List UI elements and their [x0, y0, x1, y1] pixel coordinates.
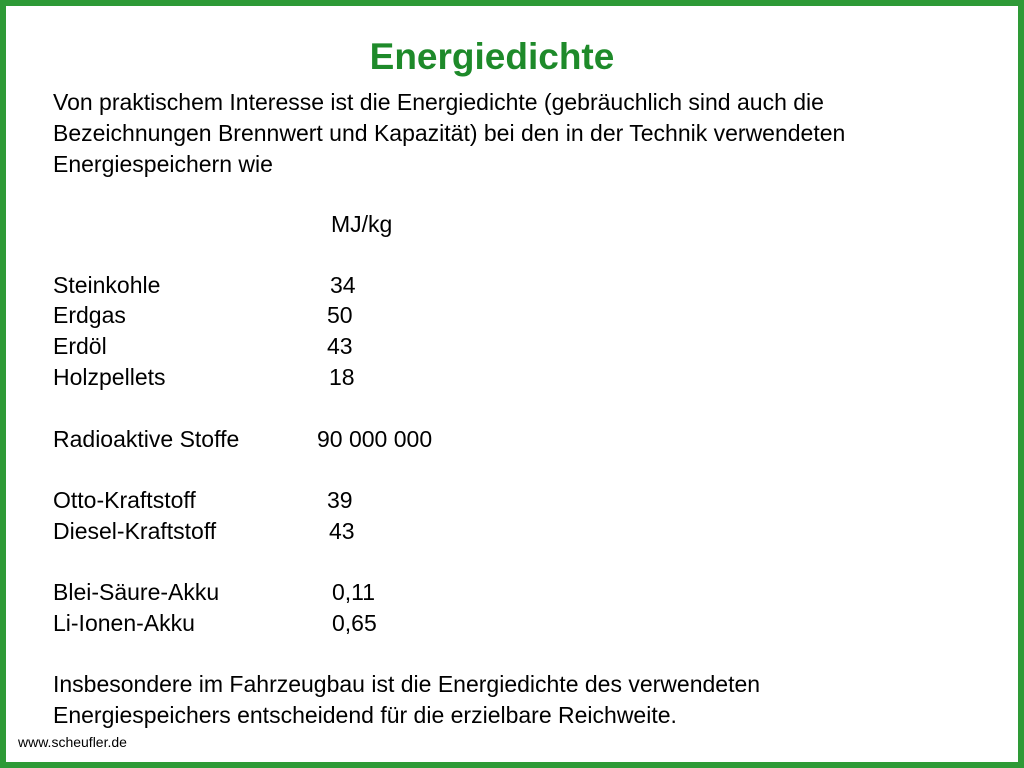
row-value-diesel-kraftstoff: 43: [329, 518, 355, 544]
row-label-diesel-kraftstoff: Diesel-Kraftstoff: [53, 518, 217, 544]
row-label-li-ionen-akku: Li-Ionen-Akku: [53, 610, 195, 636]
row-label-radioaktive-stoffe: Radioaktive Stoffe: [53, 426, 240, 452]
conclusion-line-2: Energiespeichers entscheidend für die erzielbare Reichweite.: [53, 702, 677, 728]
row-label-holzpellets: Holzpellets: [53, 364, 166, 390]
intro-line-3: Energiespeichern wie: [53, 151, 273, 177]
row-label-blei-saeure-akku: Blei-Säure-Akku: [53, 579, 220, 605]
row-value-steinkohle: 34: [330, 272, 356, 298]
row-label-steinkohle: Steinkohle: [53, 272, 161, 298]
row-value-erdgas: 50: [327, 302, 353, 328]
intro-line-1: Von praktischem Interesse ist die Energiedichte (gebräuchlich sind auch die: [53, 89, 824, 115]
intro-line-2: Bezeichnungen Brennwert und Kapazität) bei den in der Technik verwendeten: [53, 120, 846, 146]
row-label-erdgas: Erdgas: [53, 302, 126, 328]
row-value-radioaktive-stoffe: 90 000 000: [317, 426, 433, 452]
row-value-li-ionen-akku: 0,65: [332, 610, 377, 636]
footer-url: www.scheufler.de: [18, 734, 127, 750]
conclusion-line-1: Insbesondere im Fahrzeugbau ist die Energiedichte des verwendeten: [53, 671, 761, 697]
row-label-erdoel: Erdöl: [53, 333, 107, 359]
row-value-holzpellets: 18: [329, 364, 355, 390]
row-value-blei-saeure-akku: 0,11: [332, 579, 376, 605]
row-label-otto-kraftstoff: Otto-Kraftstoff: [53, 487, 196, 513]
row-value-otto-kraftstoff: 39: [327, 487, 353, 513]
row-value-erdoel: 43: [327, 333, 353, 359]
unit-header: MJ/kg: [331, 211, 393, 237]
slide-title: Energiedichte: [369, 36, 615, 77]
